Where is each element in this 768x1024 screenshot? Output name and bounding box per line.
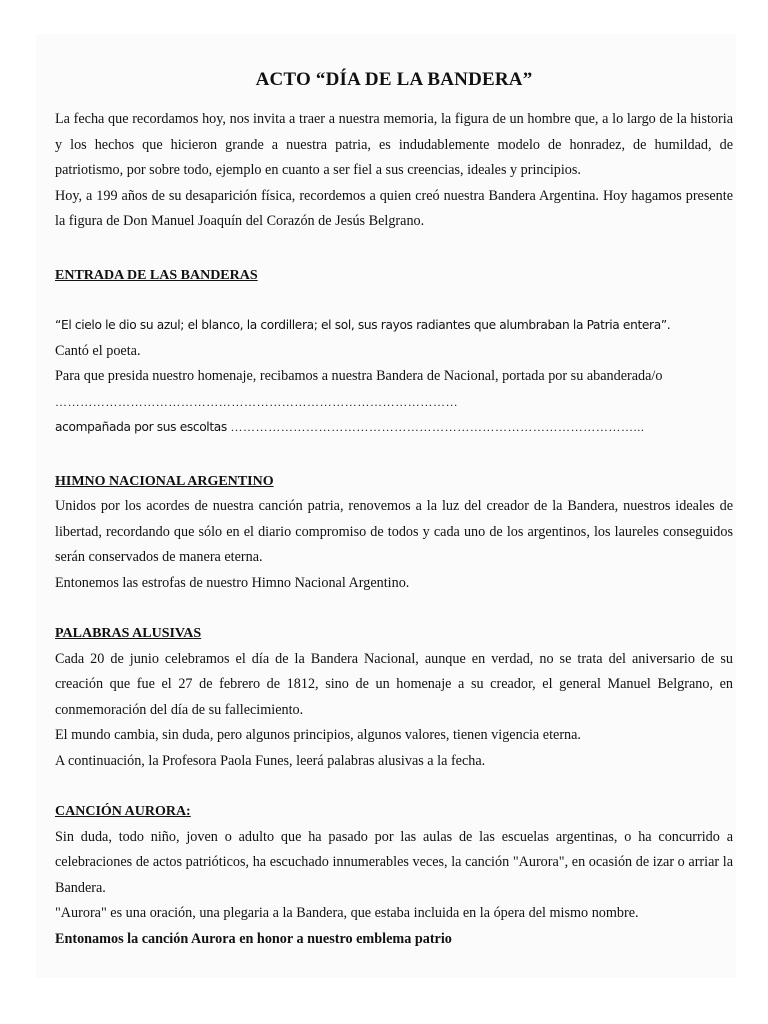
aurora-closing-line: Entonamos la canción Aurora en honor a nuestro emblema patrio	[55, 930, 452, 947]
entrada-paragraph-1: Cantó el poeta.	[55, 342, 141, 359]
section-spacer	[55, 596, 733, 621]
blank-line-abanderado: ……………………………………………………………………………………	[55, 394, 459, 409]
aurora-paragraph-1: Sin duda, todo niño, joven o adulto que ha pasado por las aulas de las escuelas argentinas, o ha concurrido a celebraciones de actos patrióticos, ha escuchado innumerables veces, la canción "Aurora", en ocasión de izar o arriar la Bandera.	[55, 828, 733, 896]
section-heading-aurora: CANCIÓN AURORA:	[55, 804, 191, 819]
section-spacer	[55, 235, 733, 263]
document-title: ACTO “DÍA DE LA BANDERA”	[255, 69, 533, 90]
section-heading-palabras: PALABRAS ALUSIVAS	[55, 626, 202, 641]
intro-paragraph-1: La fecha que recordamos hoy, nos invita a traer a nuestra memoria, la figura de un hombre que, a lo largo de la historia y los hechos que hicieron grande a nuestra patria, es indudablemente modelo de honradez, de humildad, de patriotismo, por sobre todo, ejemplo en cuanto a ser fiel a sus creencias, ideales y principios.	[55, 111, 733, 178]
palabras-paragraph-2: El mundo cambia, sin duda, pero algunos principios, algunos valores, tienen vigencia eterna.	[55, 727, 581, 743]
aurora-paragraph-2: "Aurora" es una oración, una plegaria a la Bandera, que estaba incluida en la ópera del mismo nombre.	[55, 905, 639, 921]
entrada-paragraph-2: Para que presida nuestro homenaje, recibamos a nuestra Bandera de Nacional, portada por su abanderada/o	[55, 368, 663, 384]
document-content	[55, 34, 733, 952]
intro-paragraph-2: Hoy, a 199 años de su desaparición física, recordemos a quien creó nuestra Bandera Argentina. Hoy hagamos presente la figura de Don Manuel Joaquín del Corazón de Jesús Belgrano.	[55, 187, 733, 229]
palabras-paragraph-1: Cada 20 de junio celebramos el día de la Bandera Nacional, aunque en verdad, no se trata del aniversario de su creación que fue el 27 de febrero de 1812, sino de un homenaje a su creador, el general Manuel Belgrano, en conmemoración del día de su fallecimiento.	[55, 650, 733, 718]
section-heading-entrada: ENTRADA DE LAS BANDERAS	[55, 267, 258, 283]
section-spacer	[55, 288, 733, 313]
himno-paragraph-2: Entonemos las estrofas de nuestro Himno Nacional Argentino.	[55, 574, 410, 591]
escoltas-label: acompañada por sus escoltas	[55, 420, 227, 434]
poem-quote: “El cielo le dio su azul; el blanco, la cordillera; el sol, sus rayos radiantes que alumbraban la Patria entera”.	[55, 318, 671, 332]
section-spacer	[55, 441, 733, 469]
escoltas-line	[55, 415, 733, 441]
blank-line-escoltas: ……………………………………………………………………………………...	[230, 420, 645, 434]
palabras-paragraph-3: A continuación, la Profesora Paola Funes, leerá palabras alusivas a la fecha.	[55, 752, 486, 769]
himno-paragraph-1: Unidos por los acordes de nuestra canción patria, renovemos a la luz del creador de la Bandera, nuestros ideales de libertad, recordando que sólo en el diario compromiso de todos y cada uno de los argentinos, los laureles conseguidos serán conservados de manera eterna.	[55, 498, 733, 565]
document-page	[36, 34, 736, 978]
section-heading-himno: HIMNO NACIONAL ARGENTINO	[55, 473, 274, 489]
section-spacer	[55, 774, 733, 799]
